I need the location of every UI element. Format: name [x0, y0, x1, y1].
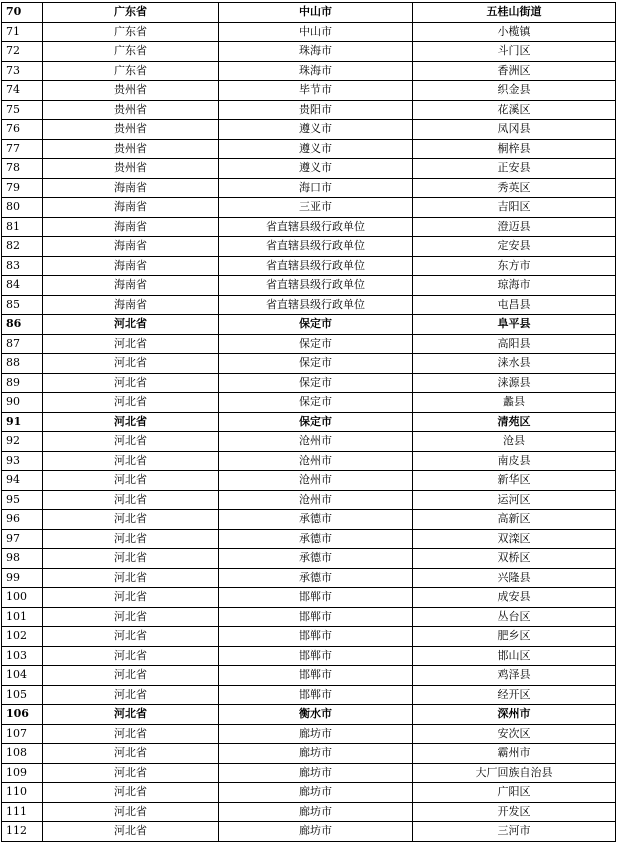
table-row	[2, 568, 616, 588]
province-cell: 海南省	[43, 295, 219, 315]
province-cell: 河北省	[43, 763, 219, 783]
table-row	[2, 334, 616, 354]
city-cell: 保定市	[219, 354, 413, 374]
city-cell: 保定市	[219, 393, 413, 413]
table-row	[2, 724, 616, 744]
city-cell: 沧州市	[219, 490, 413, 510]
row-number: 71	[2, 22, 43, 42]
table-row	[2, 802, 616, 822]
table-row	[2, 217, 616, 237]
city-cell: 邯郸市	[219, 607, 413, 627]
district-cell: 双滦区	[413, 529, 616, 549]
table-row	[2, 471, 616, 491]
district-cell: 香洲区	[413, 61, 616, 81]
city-cell: 省直辖县级行政单位	[219, 237, 413, 257]
province-cell: 广东省	[43, 61, 219, 81]
province-cell: 海南省	[43, 256, 219, 276]
district-cell: 凤冈县	[413, 120, 616, 140]
district-cell: 桐梓县	[413, 139, 616, 159]
province-cell: 海南省	[43, 198, 219, 218]
row-number: 84	[2, 276, 43, 296]
table-row	[2, 3, 616, 23]
row-number: 94	[2, 471, 43, 491]
city-cell: 中山市	[219, 22, 413, 42]
table-row	[2, 61, 616, 81]
district-cell: 斗门区	[413, 42, 616, 62]
district-cell: 五桂山街道	[413, 3, 616, 23]
table-row	[2, 744, 616, 764]
province-cell: 河北省	[43, 627, 219, 647]
table-row	[2, 666, 616, 686]
row-number: 110	[2, 783, 43, 803]
row-number: 100	[2, 588, 43, 608]
row-number: 104	[2, 666, 43, 686]
district-cell: 澄迈县	[413, 217, 616, 237]
table-row	[2, 529, 616, 549]
table-row	[2, 549, 616, 569]
province-cell: 河北省	[43, 822, 219, 842]
province-cell: 贵州省	[43, 81, 219, 101]
row-number: 75	[2, 100, 43, 120]
province-cell: 贵州省	[43, 139, 219, 159]
province-cell: 海南省	[43, 217, 219, 237]
city-cell: 海口市	[219, 178, 413, 198]
city-cell: 邯郸市	[219, 627, 413, 647]
row-number: 92	[2, 432, 43, 452]
district-cell: 清苑区	[413, 412, 616, 432]
district-cell: 琼海市	[413, 276, 616, 296]
city-cell: 省直辖县级行政单位	[219, 295, 413, 315]
province-cell: 河北省	[43, 802, 219, 822]
row-number: 111	[2, 802, 43, 822]
row-number: 77	[2, 139, 43, 159]
city-cell: 邯郸市	[219, 685, 413, 705]
district-cell: 定安县	[413, 237, 616, 257]
district-cell: 成安县	[413, 588, 616, 608]
province-cell: 河北省	[43, 334, 219, 354]
table-row	[2, 120, 616, 140]
district-cell: 小榄镇	[413, 22, 616, 42]
table-row	[2, 646, 616, 666]
table-row	[2, 685, 616, 705]
district-cell: 经开区	[413, 685, 616, 705]
table-row	[2, 393, 616, 413]
city-cell: 承德市	[219, 529, 413, 549]
district-cell: 新华区	[413, 471, 616, 491]
province-cell: 河北省	[43, 744, 219, 764]
city-cell: 衡水市	[219, 705, 413, 725]
table-row	[2, 783, 616, 803]
district-cell: 正安县	[413, 159, 616, 179]
city-cell: 珠海市	[219, 42, 413, 62]
city-cell: 遵义市	[219, 159, 413, 179]
row-number: 79	[2, 178, 43, 198]
city-cell: 沧州市	[219, 471, 413, 491]
table-row	[2, 763, 616, 783]
district-cell: 兴隆县	[413, 568, 616, 588]
row-number: 91	[2, 412, 43, 432]
row-number: 105	[2, 685, 43, 705]
row-number: 85	[2, 295, 43, 315]
row-number: 73	[2, 61, 43, 81]
table-row	[2, 178, 616, 198]
row-number: 88	[2, 354, 43, 374]
province-cell: 河北省	[43, 373, 219, 393]
row-number: 83	[2, 256, 43, 276]
district-cell: 蠡县	[413, 393, 616, 413]
city-cell: 贵阳市	[219, 100, 413, 120]
district-cell: 沧县	[413, 432, 616, 452]
city-cell: 省直辖县级行政单位	[219, 217, 413, 237]
table-row	[2, 412, 616, 432]
province-cell: 河北省	[43, 646, 219, 666]
province-cell: 贵州省	[43, 159, 219, 179]
document-page	[1, 2, 615, 842]
table-body	[2, 3, 616, 842]
province-cell: 河北省	[43, 724, 219, 744]
row-number: 72	[2, 42, 43, 62]
row-number: 80	[2, 198, 43, 218]
city-cell: 沧州市	[219, 451, 413, 471]
region-table	[1, 2, 616, 842]
city-cell: 中山市	[219, 3, 413, 23]
province-cell: 河北省	[43, 685, 219, 705]
city-cell: 廊坊市	[219, 822, 413, 842]
city-cell: 珠海市	[219, 61, 413, 81]
row-number: 70	[2, 3, 43, 23]
row-number: 108	[2, 744, 43, 764]
row-number: 99	[2, 568, 43, 588]
table-row	[2, 81, 616, 101]
province-cell: 河北省	[43, 568, 219, 588]
district-cell: 霸州市	[413, 744, 616, 764]
district-cell: 阜平县	[413, 315, 616, 335]
table-row	[2, 100, 616, 120]
row-number: 90	[2, 393, 43, 413]
city-cell: 廊坊市	[219, 783, 413, 803]
province-cell: 河北省	[43, 451, 219, 471]
district-cell: 安次区	[413, 724, 616, 744]
province-cell: 广东省	[43, 3, 219, 23]
row-number: 103	[2, 646, 43, 666]
district-cell: 屯昌县	[413, 295, 616, 315]
city-cell: 省直辖县级行政单位	[219, 256, 413, 276]
city-cell: 承德市	[219, 510, 413, 530]
province-cell: 河北省	[43, 666, 219, 686]
row-number: 96	[2, 510, 43, 530]
province-cell: 河北省	[43, 354, 219, 374]
row-number: 112	[2, 822, 43, 842]
row-number: 106	[2, 705, 43, 725]
province-cell: 河北省	[43, 607, 219, 627]
district-cell: 邯山区	[413, 646, 616, 666]
district-cell: 涞水县	[413, 354, 616, 374]
province-cell: 河北省	[43, 510, 219, 530]
province-cell: 河北省	[43, 783, 219, 803]
district-cell: 双桥区	[413, 549, 616, 569]
table-row	[2, 451, 616, 471]
district-cell: 高阳县	[413, 334, 616, 354]
province-cell: 河北省	[43, 549, 219, 569]
city-cell: 廊坊市	[219, 744, 413, 764]
table-row	[2, 607, 616, 627]
table-row	[2, 705, 616, 725]
district-cell: 大厂回族自治县	[413, 763, 616, 783]
table-row	[2, 627, 616, 647]
row-number: 109	[2, 763, 43, 783]
city-cell: 省直辖县级行政单位	[219, 276, 413, 296]
table-row	[2, 198, 616, 218]
province-cell: 贵州省	[43, 100, 219, 120]
row-number: 82	[2, 237, 43, 257]
row-number: 101	[2, 607, 43, 627]
district-cell: 鸡泽县	[413, 666, 616, 686]
province-cell: 河北省	[43, 588, 219, 608]
row-number: 102	[2, 627, 43, 647]
city-cell: 邯郸市	[219, 666, 413, 686]
province-cell: 贵州省	[43, 120, 219, 140]
row-number: 98	[2, 549, 43, 569]
row-number: 95	[2, 490, 43, 510]
city-cell: 保定市	[219, 315, 413, 335]
table-row	[2, 22, 616, 42]
row-number: 81	[2, 217, 43, 237]
city-cell: 廊坊市	[219, 763, 413, 783]
table-row	[2, 256, 616, 276]
province-cell: 海南省	[43, 276, 219, 296]
district-cell: 开发区	[413, 802, 616, 822]
table-row	[2, 42, 616, 62]
table-row	[2, 237, 616, 257]
district-cell: 肥乡区	[413, 627, 616, 647]
city-cell: 邯郸市	[219, 646, 413, 666]
table-row	[2, 295, 616, 315]
table-row	[2, 588, 616, 608]
district-cell: 秀英区	[413, 178, 616, 198]
district-cell: 深州市	[413, 705, 616, 725]
row-number: 107	[2, 724, 43, 744]
district-cell: 花溪区	[413, 100, 616, 120]
province-cell: 河北省	[43, 432, 219, 452]
province-cell: 广东省	[43, 42, 219, 62]
row-number: 97	[2, 529, 43, 549]
province-cell: 河北省	[43, 315, 219, 335]
district-cell: 运河区	[413, 490, 616, 510]
district-cell: 高新区	[413, 510, 616, 530]
table-row	[2, 510, 616, 530]
table-row	[2, 432, 616, 452]
row-number: 74	[2, 81, 43, 101]
table-row	[2, 315, 616, 335]
district-cell: 东方市	[413, 256, 616, 276]
city-cell: 廊坊市	[219, 724, 413, 744]
province-cell: 河北省	[43, 529, 219, 549]
province-cell: 河北省	[43, 412, 219, 432]
district-cell: 织金县	[413, 81, 616, 101]
row-number: 93	[2, 451, 43, 471]
province-cell: 海南省	[43, 237, 219, 257]
row-number: 87	[2, 334, 43, 354]
district-cell: 三河市	[413, 822, 616, 842]
table-row	[2, 373, 616, 393]
table-row	[2, 159, 616, 179]
province-cell: 河北省	[43, 393, 219, 413]
row-number: 89	[2, 373, 43, 393]
province-cell: 河北省	[43, 705, 219, 725]
city-cell: 承德市	[219, 549, 413, 569]
row-number: 76	[2, 120, 43, 140]
row-number: 78	[2, 159, 43, 179]
province-cell: 广东省	[43, 22, 219, 42]
city-cell: 沧州市	[219, 432, 413, 452]
city-cell: 邯郸市	[219, 588, 413, 608]
city-cell: 毕节市	[219, 81, 413, 101]
city-cell: 遵义市	[219, 139, 413, 159]
city-cell: 保定市	[219, 412, 413, 432]
province-cell: 海南省	[43, 178, 219, 198]
table-row	[2, 276, 616, 296]
city-cell: 廊坊市	[219, 802, 413, 822]
city-cell: 三亚市	[219, 198, 413, 218]
city-cell: 承德市	[219, 568, 413, 588]
table-row	[2, 139, 616, 159]
district-cell: 丛台区	[413, 607, 616, 627]
city-cell: 遵义市	[219, 120, 413, 140]
district-cell: 广阳区	[413, 783, 616, 803]
table-row	[2, 354, 616, 374]
city-cell: 保定市	[219, 373, 413, 393]
district-cell: 吉阳区	[413, 198, 616, 218]
district-cell: 南皮县	[413, 451, 616, 471]
province-cell: 河北省	[43, 490, 219, 510]
row-number: 86	[2, 315, 43, 335]
district-cell: 涞源县	[413, 373, 616, 393]
province-cell: 河北省	[43, 471, 219, 491]
table-row	[2, 822, 616, 842]
city-cell: 保定市	[219, 334, 413, 354]
table-row	[2, 490, 616, 510]
